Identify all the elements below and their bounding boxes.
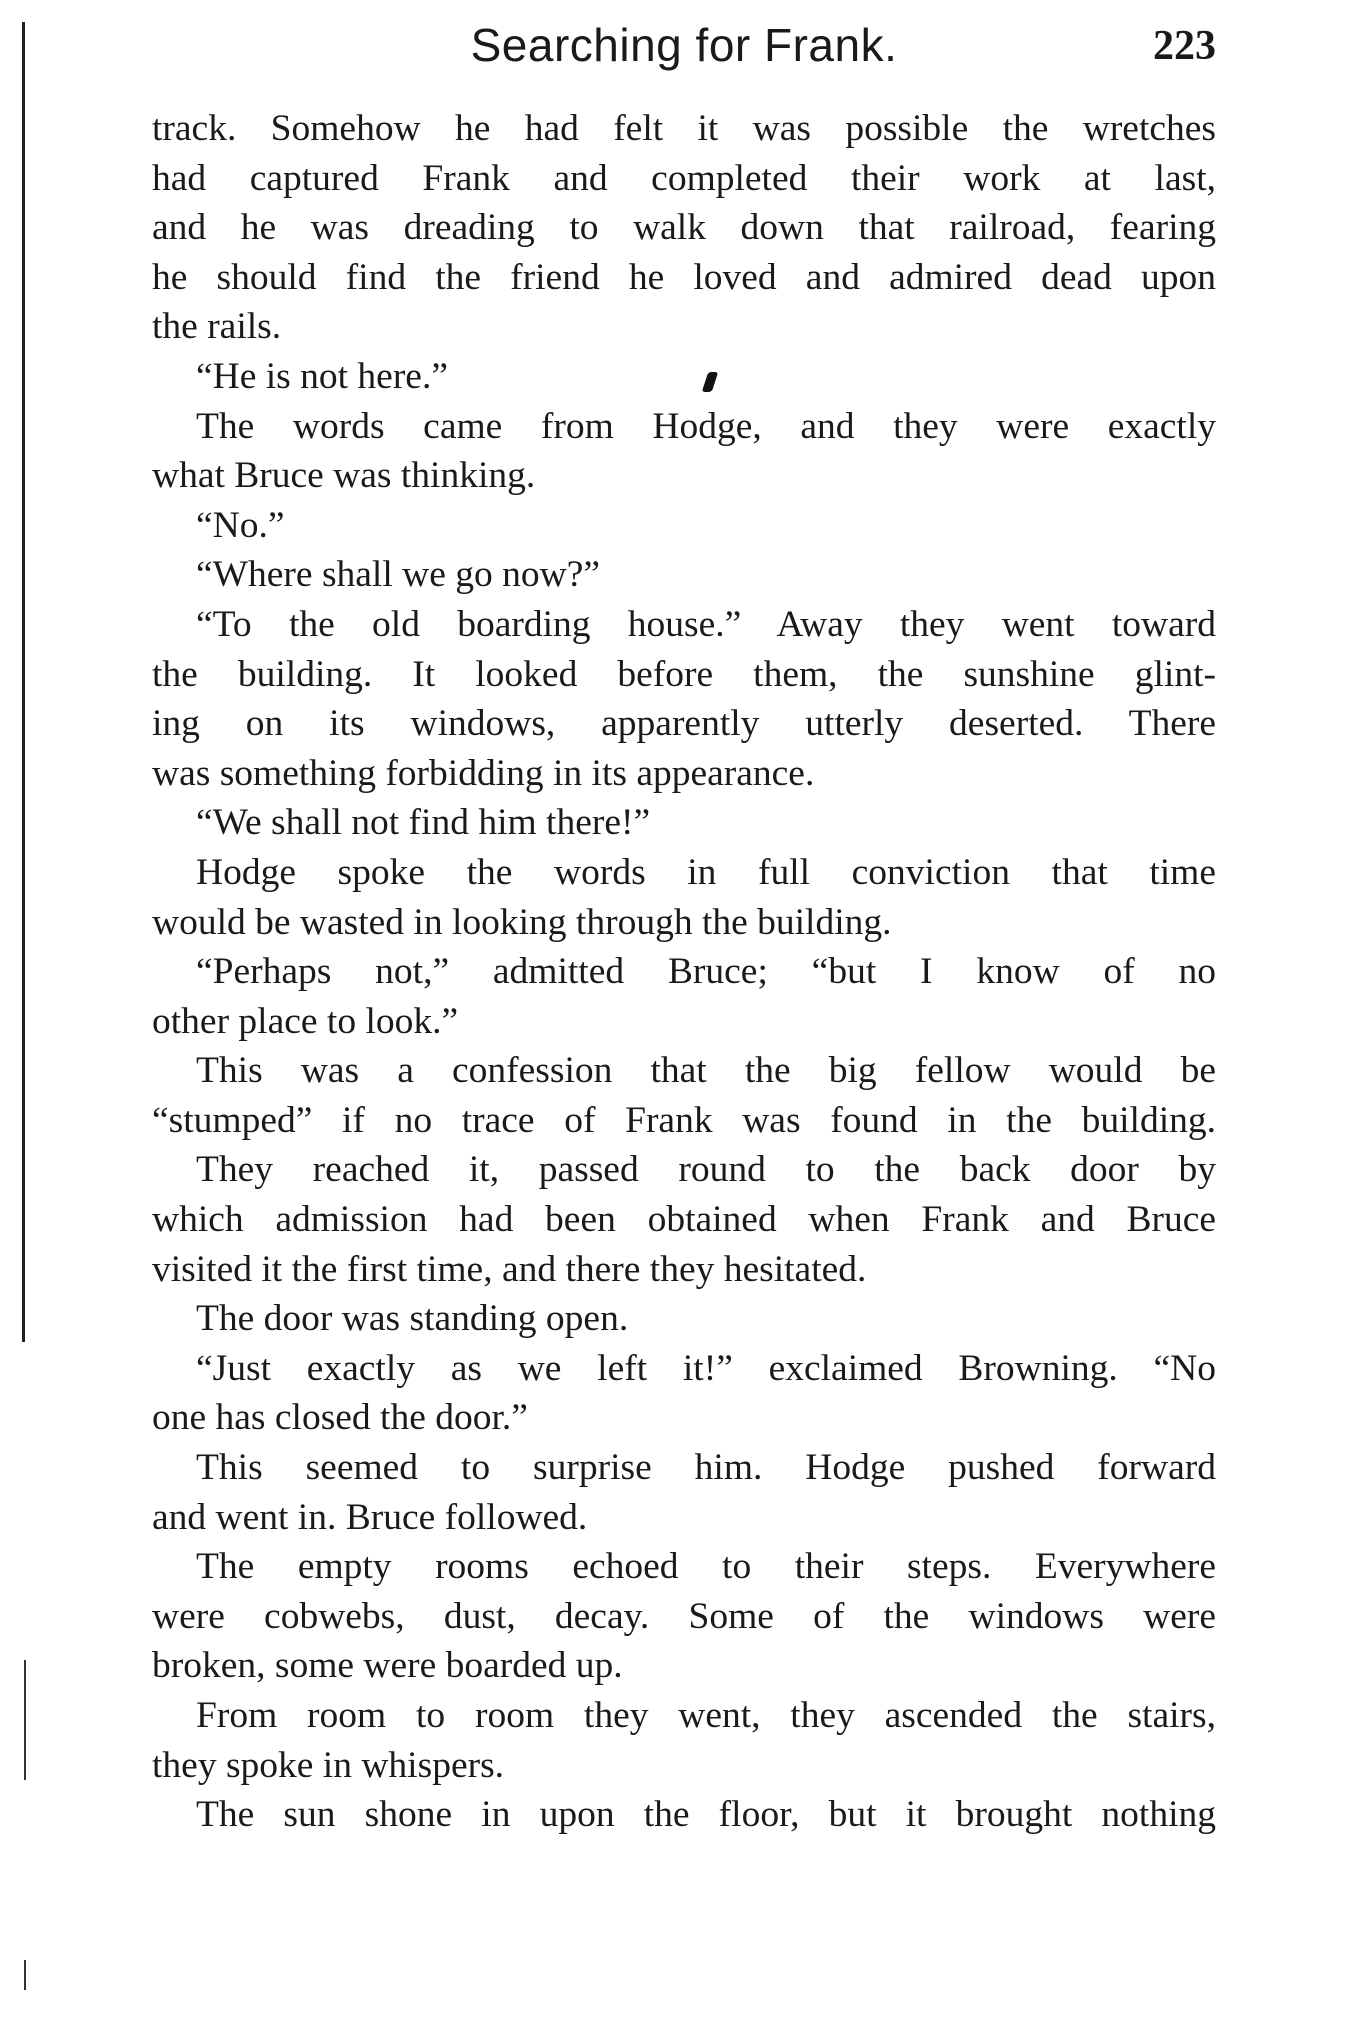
text-line: “Perhaps not,” admitted Bruce; “but I know of no	[196, 951, 1216, 993]
text-line: had captured Frank and completed their work at last,	[152, 157, 1216, 199]
text-line: would be wasted in looking through the building.	[152, 901, 892, 943]
text-line: “He is not here.”	[196, 355, 448, 397]
text-line: “stumped” if no trace of Frank was found in the building.	[152, 1099, 1216, 1141]
text-line: was something forbidding in its appearance.	[152, 752, 815, 794]
text-line: broken, some were boarded up.	[152, 1645, 623, 1687]
text-line: Hodge spoke the words in full conviction that time	[196, 851, 1216, 893]
text-line: and he was dreading to walk down that railroad, fearing	[152, 207, 1216, 249]
chapter-title: Searching for Frank.	[470, 19, 898, 71]
body-text	[152, 104, 1216, 1840]
text-line: “Just exactly as we left it!” exclaimed Browning. “No	[196, 1347, 1216, 1389]
scan-edge-mark	[24, 1960, 26, 1990]
scan-edge-mark	[24, 1660, 26, 1780]
text-line: This seemed to surprise him. Hodge pushed forward	[196, 1447, 1216, 1489]
text-line: were cobwebs, dust, decay. Some of the windows were	[152, 1595, 1216, 1637]
text-line: This was a confession that the big fellow would be	[196, 1050, 1216, 1092]
text-line: The door was standing open.	[196, 1298, 629, 1340]
text-line: the rails.	[152, 306, 282, 348]
text-line: one has closed the door.”	[152, 1397, 528, 1439]
text-line: and went in. Bruce followed.	[152, 1496, 588, 1538]
text-line: track. Somehow he had felt it was possible the wretches	[152, 108, 1216, 149]
text-line: which admission had been obtained when Frank and Bruce	[152, 1199, 1216, 1241]
text-line: he should find the friend he loved and admired dead upon	[152, 256, 1216, 298]
text-line: “No.”	[196, 504, 285, 546]
text-line: The sun shone in upon the floor, but it brought nothing	[196, 1794, 1216, 1836]
running-head	[152, 18, 1216, 78]
page-number: 223	[1153, 23, 1216, 69]
text-line: “Where shall we go now?”	[196, 554, 600, 596]
text-line: The words came from Hodge, and they were exactly	[196, 405, 1216, 447]
text-line: They reached it, passed round to the back door by	[196, 1149, 1216, 1191]
scan-edge-line	[22, 22, 25, 1342]
text-line: the building. It looked before them, the sunshine glint-	[152, 653, 1216, 695]
text-line: ing on its windows, apparently utterly deserted. There	[152, 703, 1216, 745]
text-line: other place to look.”	[152, 1000, 459, 1042]
text-line: “We shall not find him there!”	[196, 802, 651, 844]
text-line: The empty rooms echoed to their steps. Everywhere	[196, 1546, 1216, 1588]
text-line: From room to room they went, they ascended the stairs,	[196, 1695, 1216, 1736]
text-line: “To the old boarding house.” Away they went toward	[196, 603, 1216, 645]
text-line: they spoke in whispers.	[152, 1744, 505, 1786]
text-line: what Bruce was thinking.	[152, 455, 536, 497]
text-line: visited it the first time, and there they hesitated.	[152, 1248, 867, 1290]
